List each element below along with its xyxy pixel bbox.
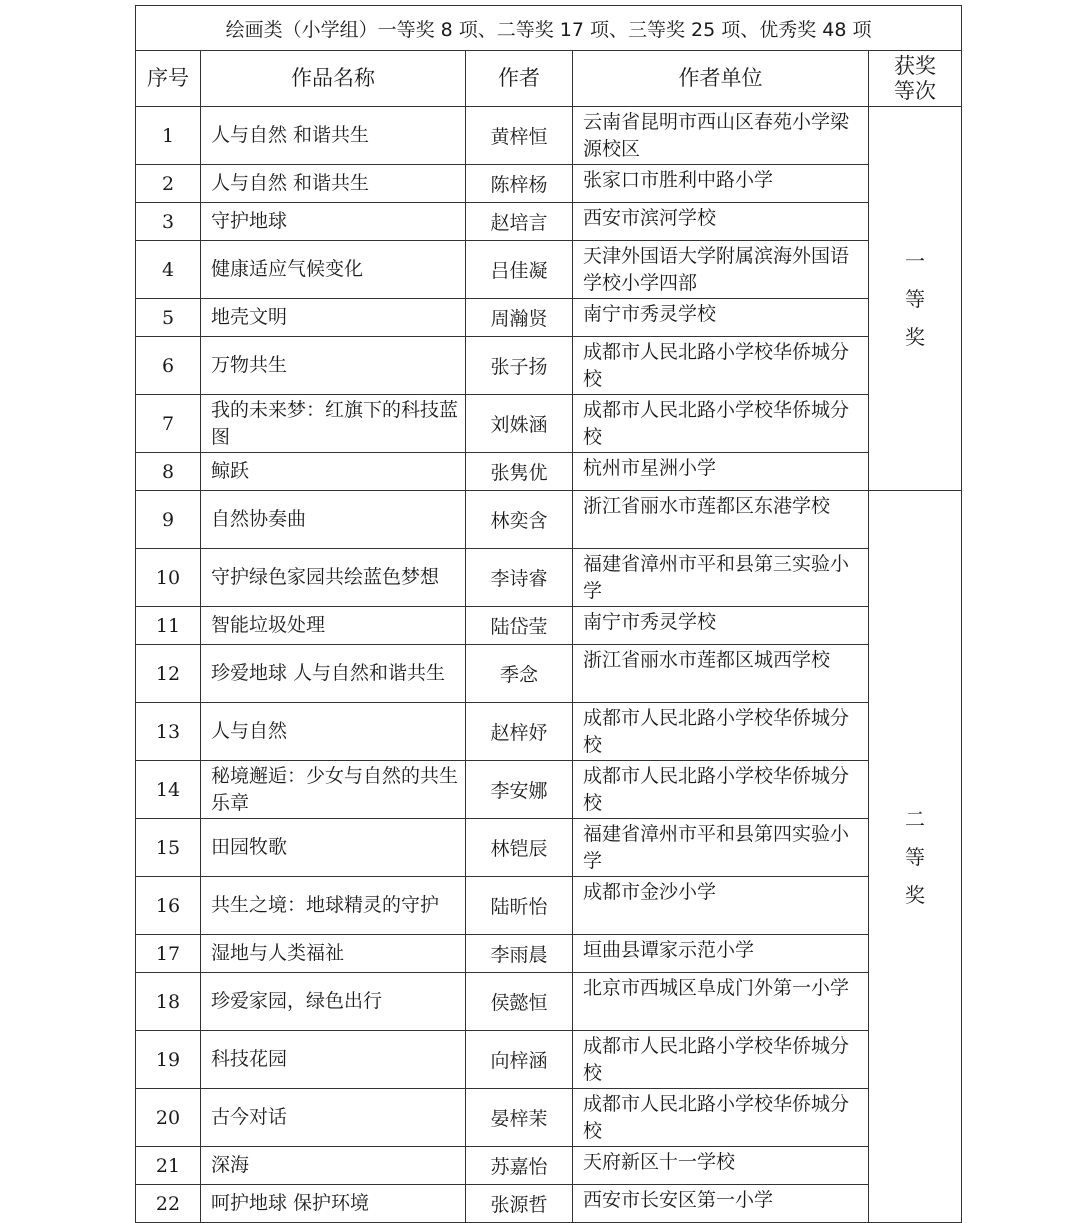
row-author: 林铠辰 bbox=[466, 819, 573, 877]
row-unit: 成都市金沙小学 bbox=[573, 877, 869, 935]
row-unit: 浙江省丽水市莲都区东港学校 bbox=[573, 491, 869, 549]
row-unit: 成都市人民北路小学校华侨城分校 bbox=[573, 337, 869, 395]
row-author: 侯懿恒 bbox=[466, 973, 573, 1031]
row-author: 张源哲 bbox=[466, 1185, 573, 1223]
row-work-title: 珍爱家园，绿色出行 bbox=[201, 973, 466, 1031]
row-number: 22 bbox=[136, 1185, 201, 1223]
row-number: 20 bbox=[136, 1089, 201, 1147]
row-author: 吕佳凝 bbox=[466, 241, 573, 299]
title-row bbox=[136, 6, 962, 51]
row-work-title: 深海 bbox=[201, 1147, 466, 1185]
row-number: 9 bbox=[136, 491, 201, 549]
row-unit: 福建省漳州市平和县第四实验小学 bbox=[573, 819, 869, 877]
row-author: 周瀚贤 bbox=[466, 299, 573, 337]
row-unit: 福建省漳州市平和县第三实验小学 bbox=[573, 549, 869, 607]
row-author: 季念 bbox=[466, 645, 573, 703]
row-unit: 杭州市星洲小学 bbox=[573, 453, 869, 491]
header-no: 序号 bbox=[136, 51, 201, 107]
row-work-title: 呵护地球 保护环境 bbox=[201, 1185, 466, 1223]
row-work-title: 我的未来梦：红旗下的科技蓝图 bbox=[201, 395, 466, 453]
table-row bbox=[136, 1147, 962, 1185]
award-level-label: 二等奖 bbox=[905, 806, 926, 907]
row-number: 7 bbox=[136, 395, 201, 453]
row-author: 赵培言 bbox=[466, 203, 573, 241]
table-row bbox=[136, 645, 962, 703]
row-author: 晏梓茉 bbox=[466, 1089, 573, 1147]
row-unit: 天津外国语大学附属滨海外国语学校小学四部 bbox=[573, 241, 869, 299]
row-author: 陆昕怡 bbox=[466, 877, 573, 935]
row-unit: 成都市人民北路小学校华侨城分校 bbox=[573, 1031, 869, 1089]
row-work-title: 共生之境：地球精灵的守护 bbox=[201, 877, 466, 935]
row-work-title: 人与自然 和谐共生 bbox=[201, 165, 466, 203]
row-unit: 成都市人民北路小学校华侨城分校 bbox=[573, 761, 869, 819]
row-number: 13 bbox=[136, 703, 201, 761]
row-unit: 浙江省丽水市莲都区城西学校 bbox=[573, 645, 869, 703]
table-row bbox=[136, 761, 962, 819]
row-unit: 成都市人民北路小学校华侨城分校 bbox=[573, 1089, 869, 1147]
row-author: 林奕含 bbox=[466, 491, 573, 549]
row-author: 黄梓恒 bbox=[466, 107, 573, 165]
row-work-title: 科技花园 bbox=[201, 1031, 466, 1089]
award-table bbox=[135, 5, 962, 1223]
row-author: 向梓涵 bbox=[466, 1031, 573, 1089]
award-document bbox=[135, 5, 961, 1223]
row-number: 2 bbox=[136, 165, 201, 203]
row-number: 8 bbox=[136, 453, 201, 491]
row-author: 张子扬 bbox=[466, 337, 573, 395]
row-unit: 北京市西城区阜成门外第一小学 bbox=[573, 973, 869, 1031]
row-unit: 南宁市秀灵学校 bbox=[573, 607, 869, 645]
table-row bbox=[136, 549, 962, 607]
table-row bbox=[136, 491, 962, 549]
table-row bbox=[136, 819, 962, 877]
row-number: 1 bbox=[136, 107, 201, 165]
row-work-title: 田园牧歌 bbox=[201, 819, 466, 877]
row-number: 17 bbox=[136, 935, 201, 973]
table-row bbox=[136, 935, 962, 973]
row-author: 刘姝涵 bbox=[466, 395, 573, 453]
row-number: 3 bbox=[136, 203, 201, 241]
table-row bbox=[136, 607, 962, 645]
table-body bbox=[136, 107, 962, 1223]
table-row bbox=[136, 165, 962, 203]
table-row bbox=[136, 203, 962, 241]
award-level-cell bbox=[869, 491, 962, 1223]
row-number: 5 bbox=[136, 299, 201, 337]
table-row bbox=[136, 1185, 962, 1223]
table-row bbox=[136, 107, 962, 165]
row-work-title: 守护地球 bbox=[201, 203, 466, 241]
row-number: 10 bbox=[136, 549, 201, 607]
header-work: 作品名称 bbox=[201, 51, 466, 107]
row-unit: 南宁市秀灵学校 bbox=[573, 299, 869, 337]
table-row bbox=[136, 877, 962, 935]
row-author: 陆岱莹 bbox=[466, 607, 573, 645]
row-number: 21 bbox=[136, 1147, 201, 1185]
row-number: 4 bbox=[136, 241, 201, 299]
row-number: 6 bbox=[136, 337, 201, 395]
row-author: 李诗睿 bbox=[466, 549, 573, 607]
row-author: 李雨晨 bbox=[466, 935, 573, 973]
award-level-cell bbox=[869, 107, 962, 491]
row-unit: 天府新区十一学校 bbox=[573, 1147, 869, 1185]
row-work-title: 地壳文明 bbox=[201, 299, 466, 337]
table-row bbox=[136, 241, 962, 299]
header-row bbox=[136, 51, 962, 107]
row-unit: 西安市滨河学校 bbox=[573, 203, 869, 241]
table-row bbox=[136, 973, 962, 1031]
header-unit: 作者单位 bbox=[573, 51, 869, 107]
row-work-title: 守护绿色家园共绘蓝色梦想 bbox=[201, 549, 466, 607]
row-work-title: 万物共生 bbox=[201, 337, 466, 395]
row-work-title: 智能垃圾处理 bbox=[201, 607, 466, 645]
table-row bbox=[136, 453, 962, 491]
row-unit: 张家口市胜利中路小学 bbox=[573, 165, 869, 203]
row-work-title: 湿地与人类福祉 bbox=[201, 935, 466, 973]
row-unit: 成都市人民北路小学校华侨城分校 bbox=[573, 703, 869, 761]
row-author: 赵梓妤 bbox=[466, 703, 573, 761]
row-work-title: 自然协奏曲 bbox=[201, 491, 466, 549]
row-number: 14 bbox=[136, 761, 201, 819]
table-row bbox=[136, 1031, 962, 1089]
row-unit: 云南省昆明市西山区春苑小学梁源校区 bbox=[573, 107, 869, 165]
row-work-title: 人与自然 bbox=[201, 703, 466, 761]
row-number: 18 bbox=[136, 973, 201, 1031]
row-work-title: 古今对话 bbox=[201, 1089, 466, 1147]
row-number: 16 bbox=[136, 877, 201, 935]
row-author: 苏嘉怡 bbox=[466, 1147, 573, 1185]
header-author: 作者 bbox=[466, 51, 573, 107]
row-work-title: 珍爱地球 人与自然和谐共生 bbox=[201, 645, 466, 703]
row-author: 张隽优 bbox=[466, 453, 573, 491]
table-row bbox=[136, 337, 962, 395]
row-number: 11 bbox=[136, 607, 201, 645]
header-award: 获奖等次 bbox=[869, 51, 962, 107]
row-work-title: 人与自然 和谐共生 bbox=[201, 107, 466, 165]
row-work-title: 健康适应气候变化 bbox=[201, 241, 466, 299]
row-number: 12 bbox=[136, 645, 201, 703]
row-number: 19 bbox=[136, 1031, 201, 1089]
row-unit: 垣曲县谭家示范小学 bbox=[573, 935, 869, 973]
row-number: 15 bbox=[136, 819, 201, 877]
row-work-title: 鲸跃 bbox=[201, 453, 466, 491]
table-title: 绘画类（小学组）一等奖 8 项、二等奖 17 项、三等奖 25 项、优秀奖 48 项 bbox=[136, 6, 962, 51]
table-row bbox=[136, 1089, 962, 1147]
row-unit: 成都市人民北路小学校华侨城分校 bbox=[573, 395, 869, 453]
table-row bbox=[136, 299, 962, 337]
award-level-label: 一等奖 bbox=[905, 248, 926, 349]
row-unit: 西安市长安区第一小学 bbox=[573, 1185, 869, 1223]
row-author: 李安娜 bbox=[466, 761, 573, 819]
table-row bbox=[136, 395, 962, 453]
row-author: 陈梓杨 bbox=[466, 165, 573, 203]
table-row bbox=[136, 703, 962, 761]
row-work-title: 秘境邂逅：少女与自然的共生乐章 bbox=[201, 761, 466, 819]
